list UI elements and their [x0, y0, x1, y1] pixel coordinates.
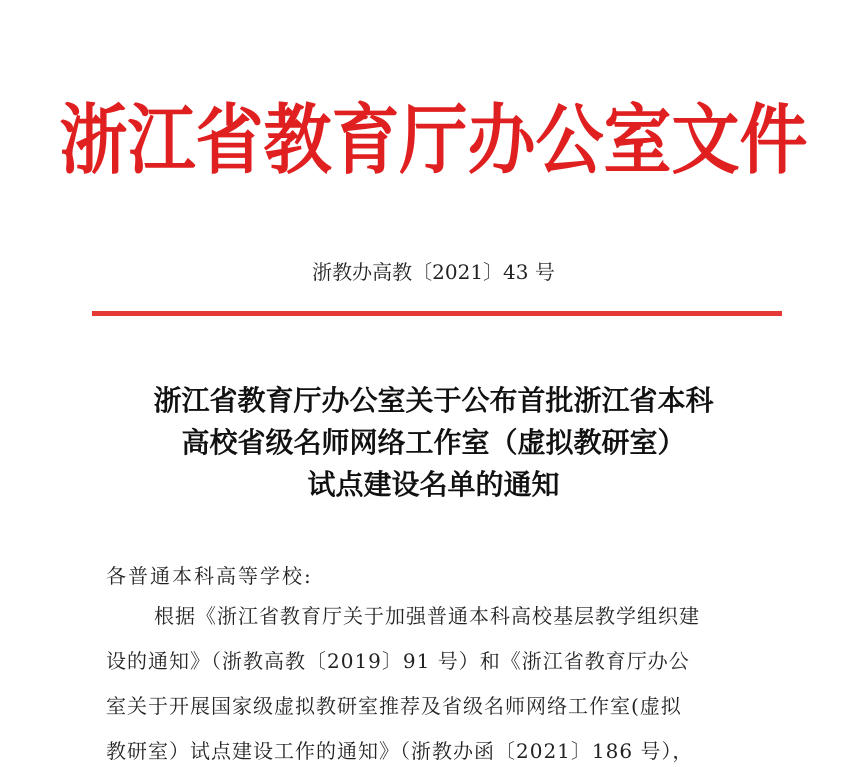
notice-title: [60, 380, 807, 506]
body-text-line: 根据《浙江省教育厅关于加强普通本科高校基层教学组织建: [154, 604, 700, 628]
body-text-line: 室关于开展国家级虚拟教研室推荐及省级名师网络工作室(虚拟: [106, 694, 682, 718]
notice-title-line: 试点建设名单的通知: [307, 468, 560, 501]
document-header-title: 浙江省教育厅办公室文件: [59, 97, 808, 186]
document-number: 浙教办高教〔2021〕43 号: [312, 260, 555, 284]
body-text-line: 教研室）试点建设工作的通知》（浙教办函〔2021〕186 号），: [106, 739, 694, 763]
body-text-line: 设的通知》（浙教高教〔2019〕91 号）和《浙江省教育厅办公: [106, 649, 690, 673]
salutation: 各普通本科高等学校:: [106, 564, 313, 588]
notice-title-line: 高校省级名师网络工作室（虚拟教研室）: [181, 426, 686, 459]
red-divider-rule: [92, 311, 782, 316]
notice-title-line: 浙江省教育厅办公室关于公布首批浙江省本科: [153, 384, 714, 417]
